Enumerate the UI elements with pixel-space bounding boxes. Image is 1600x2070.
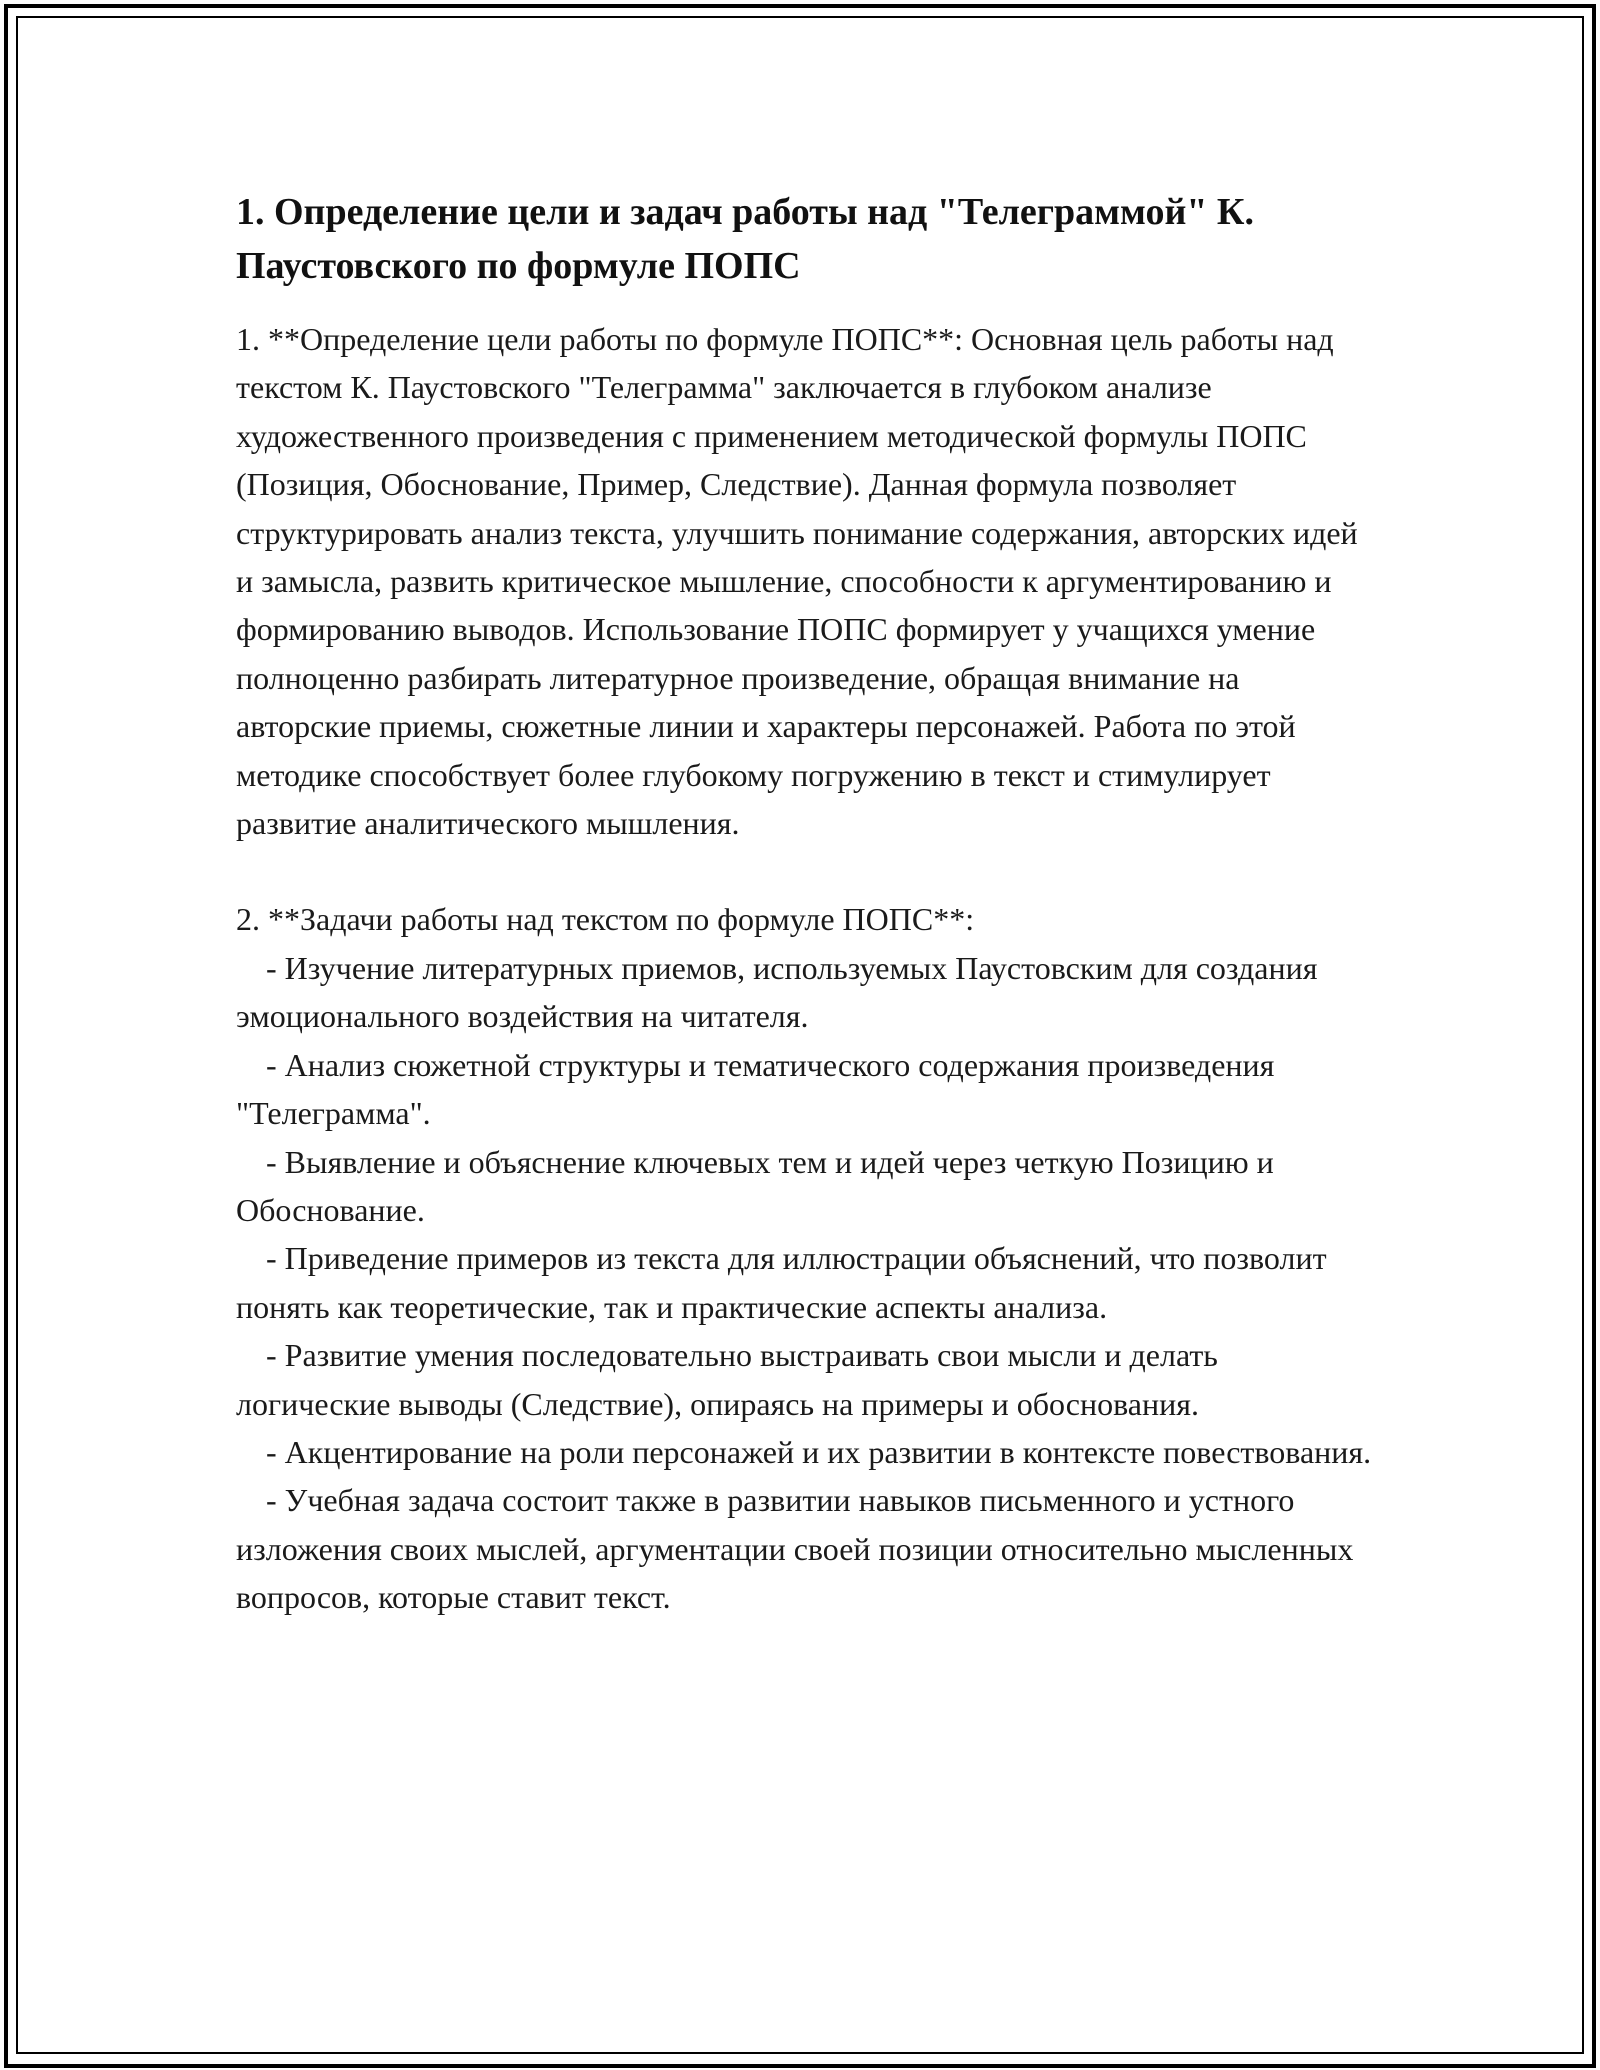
task-item-1: - Изучение литературных приемов, используемых Паустовским для создания эмоционального воздействия на читателя. xyxy=(236,949,1318,1035)
section-2-heading: 2. **Задачи работы над текстом по формуле ПОПС**: xyxy=(236,901,975,938)
task-item-4: - Приведение примеров из текста для иллюстрации объяснений, что позволит понять как теоретические, так и практические аспекты анализа. xyxy=(236,1240,1327,1325)
document-title: 1. Определение цели и задач работы над "Телеграммой" К. Паустовского по формуле ПОПС xyxy=(236,191,1254,287)
task-item-3: - Выявление и объяснение ключевых тем и идей через четкую Позицию и Обоснование. xyxy=(236,1143,1274,1228)
document-body xyxy=(236,185,1376,1622)
task-item-7: - Учебная задача состоит также в развитии навыков письменного и устного изложения своих мыслей, аргументации своей позиции относительно мысленных вопросов, которые ставит текст. xyxy=(236,1482,1354,1616)
task-item-5: - Развитие умения последовательно выстраивать свои мысли и делать логические выводы (Следствие), опираясь на примеры и обоснования. xyxy=(236,1337,1218,1422)
task-item-6: - Акцентирование на роли персонажей и их развитии в контексте повествования. xyxy=(266,1433,1372,1470)
section-1-paragraph: 1. **Определение цели работы по формуле ПОПС**: Основная цель работы над текстом К. Паустовского "Телеграмма" заключается в глубоком анализе художественного произведения с применением методической формулы ПОПС (Позиция, Обоснование, Пример, Следствие). Данная формула позволяет структурировать анализ текста, улучшить понимание содержания, авторских идей и замысла, развить критическое мышление, способности к аргументированию и формированию выводов. Использование ПОПС формирует у учащихся умение полноценно разбирать литературное произведение, обращая внимание на авторские приемы, сюжетные линии и характеры персонажей. Работа по этой методике способствует более глубокому погружению в текст и стимулирует развитие аналитического мышления. xyxy=(236,321,1358,842)
task-item-2: - Анализ сюжетной структуры и тематического содержания произведения "Телеграмма". xyxy=(236,1046,1275,1132)
paragraph-spacer xyxy=(236,847,1376,895)
